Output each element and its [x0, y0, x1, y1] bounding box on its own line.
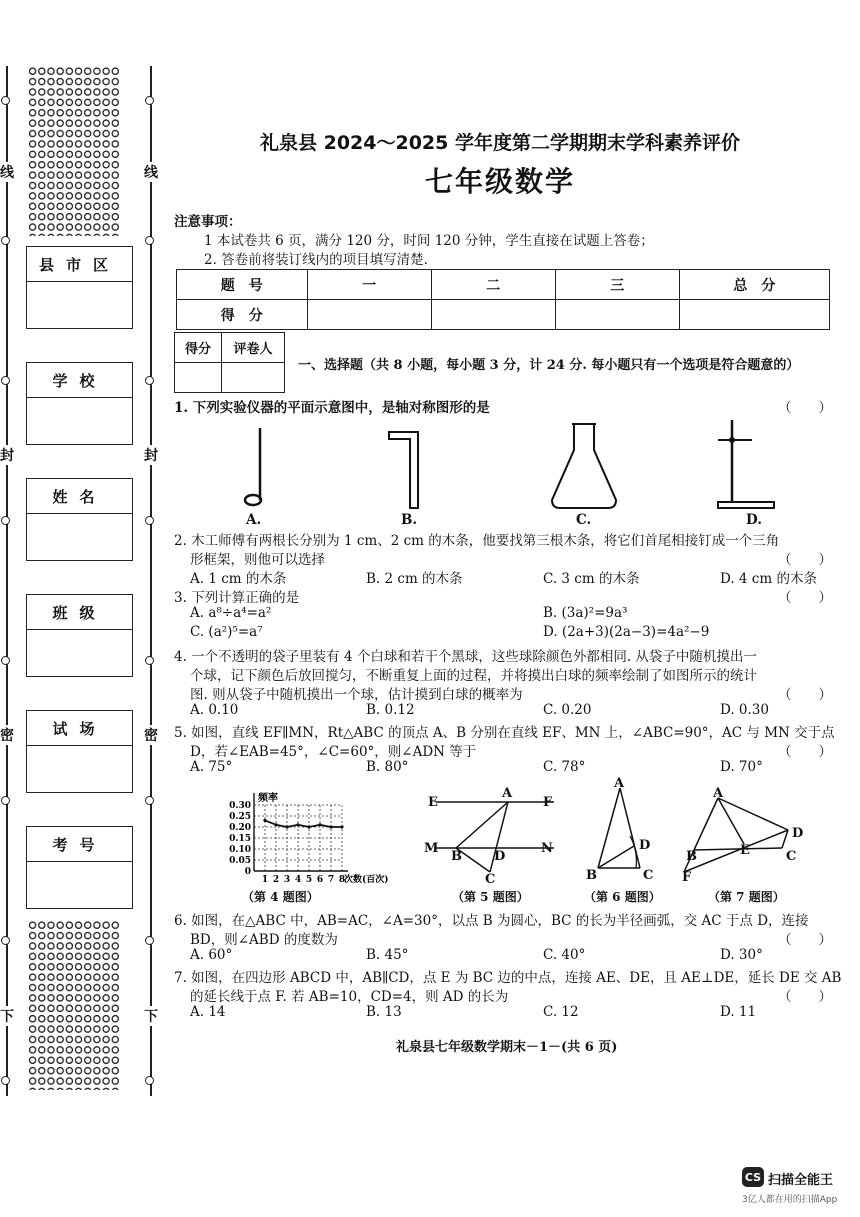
- fig4-data-point: [285, 825, 288, 828]
- fig4-y-tick-label: 0.30: [229, 801, 251, 811]
- q3-option-c: C. (a²)⁵=a⁷: [190, 624, 263, 640]
- q2-line-1: 2. 木工师傅有两根长分别为 1 cm、2 cm 的木条，他要找第三根木条，将它们首尾相接钉成一个三角: [174, 533, 780, 549]
- q7-option-a: A. 14: [190, 1004, 226, 1020]
- fig4-x-tick-label: 3: [283, 875, 291, 885]
- fig4-x-tick-label: 6: [316, 875, 324, 885]
- fig6-caption: （第 6 题图）: [584, 890, 661, 904]
- fig4-y-tick-label: 0: [244, 867, 251, 877]
- fig6-diagram: [590, 780, 670, 880]
- fig4-data-point: [263, 819, 266, 822]
- side-char-xia-right: 下: [144, 1006, 158, 1026]
- q7-answer-paren[interactable]: （ ）: [778, 989, 832, 1005]
- side-char-xian: 线: [0, 162, 14, 182]
- fig4-y-tick-label: 0.25: [229, 812, 251, 822]
- fig4-y-axis-label: 频率: [258, 793, 278, 804]
- q1-option-d: D.: [746, 512, 762, 528]
- q2-option-d: D. 4 cm 的木条: [720, 571, 817, 587]
- notice-item-1: 1 本试卷共 6 页，满分 120 分，时间 120 分钟，学生直接在试题上答卷；: [204, 233, 654, 249]
- q7-option-d: D. 11: [720, 1004, 757, 1020]
- scanner-brand: 扫描全能王: [768, 1173, 834, 1188]
- info-label: 县市区: [27, 247, 132, 282]
- fig4-y-tick-label: 0.05: [229, 856, 251, 866]
- fig7-label-f: F: [682, 870, 692, 885]
- q4-option-d: D. 0.30: [720, 702, 769, 718]
- side-char-mi-right: 密: [144, 725, 158, 745]
- fig7-label-c: C: [786, 849, 797, 864]
- q3-stem: 3. 下列计算正确的是: [174, 590, 300, 606]
- fig5-label-c: C: [485, 872, 496, 887]
- fig5-label-m: M: [424, 841, 439, 856]
- q5-option-c: C. 78°: [543, 759, 586, 775]
- fig6-label-d: D: [639, 838, 651, 853]
- fig5-label-b: B: [451, 849, 462, 864]
- q3-option-b: B. (3a)²=9a³: [543, 605, 628, 621]
- q3-option-a: A. a⁸÷a⁴=a²: [190, 605, 272, 621]
- fig7-label-d: D: [792, 826, 804, 841]
- q6-option-d: D. 30°: [720, 947, 763, 963]
- q6-line-1: 6. 如图，在△ABC 中，AB=AC，∠A=30°，以点 B 为圆心，BC 的长为半径画弧，交 AC 于点 D，连接: [174, 913, 809, 929]
- q7-option-b: B. 13: [366, 1004, 402, 1020]
- q3-option-d: D. (2a+3)(2a−3)=4a²−9: [543, 624, 710, 640]
- score-cell: 得 分: [177, 300, 308, 330]
- score-cell: 二: [431, 270, 555, 300]
- q2-option-a: A. 1 cm 的木条: [190, 571, 287, 587]
- q1-option-b: B.: [401, 512, 418, 528]
- fig7-caption: （第 7 题图）: [708, 890, 785, 904]
- fig4-x-tick-label: 5: [305, 875, 313, 885]
- fig5-label-e: E: [428, 795, 438, 810]
- fig4-x-axis-label: 次数(百次): [344, 875, 389, 885]
- fig6-label-c: C: [643, 868, 654, 883]
- q5-line-1: 5. 如图，直线 EF∥MN，Rt△ABC 的顶点 A、B 分别在直线 EF、MN 上，∠ABC=90°，AC 与 MN 交于点: [174, 725, 835, 741]
- exam-title: 礼泉县 2024～2025 学年度第二学期期末学科素养评价: [260, 132, 740, 154]
- side-char-feng: 封: [0, 445, 14, 465]
- score-cell: 三: [555, 270, 679, 300]
- info-label: 学校: [27, 363, 132, 398]
- notice-heading: 注意事项：: [174, 214, 242, 230]
- q2-line-2: 形框架，则他可以选择: [190, 552, 325, 568]
- fig4-y-tick-label: 0.15: [229, 834, 251, 844]
- fig6-label-a: A: [614, 776, 625, 791]
- section-1-heading: 一、选择题（共 8 小题，每小题 3 分，计 24 分. 每小题只有一个选项是符合题意的）: [298, 358, 800, 373]
- notice-item-2: 2. 答卷前将装订线内的项目填写清楚.: [204, 252, 428, 268]
- fig4-y-tick-label: 0.20: [229, 823, 251, 833]
- q2-answer-paren[interactable]: （ ）: [778, 552, 832, 568]
- fig4-y-tick-label: 0.10: [229, 845, 251, 855]
- fig7-diagram: [680, 784, 800, 884]
- fig4-x-tick-label: 7: [327, 875, 335, 885]
- side-char-mi: 密: [0, 725, 14, 745]
- q4-answer-paren[interactable]: （ ）: [778, 687, 832, 703]
- fig4-x-tick-label: 2: [272, 875, 280, 885]
- q4-option-b: B. 0.12: [366, 702, 415, 718]
- info-label: 班级: [27, 595, 132, 630]
- q1-option-c: C.: [576, 512, 592, 528]
- fig5-label-a: A: [502, 786, 513, 801]
- q7-option-c: C. 12: [543, 1004, 579, 1020]
- q5-option-b: B. 80°: [366, 759, 409, 775]
- q6-line-2: BD，则∠ABD 的度数为: [190, 932, 338, 948]
- fig5-diagram: [424, 790, 584, 890]
- fig4-x-tick-label: 4: [294, 875, 302, 885]
- q1-answer-paren[interactable]: （ ）: [778, 400, 832, 416]
- fig7-label-e: E: [740, 843, 750, 858]
- q5-answer-paren[interactable]: （ ）: [778, 744, 832, 760]
- fig5-label-f: F: [543, 795, 553, 810]
- q1-option-a: A.: [246, 512, 262, 528]
- q1-stem: 1. 下列实验仪器的平面示意图中，是轴对称图形的是: [174, 400, 490, 416]
- q3-answer-paren[interactable]: （ ）: [778, 590, 832, 606]
- side-char-xia: 下: [0, 1006, 14, 1026]
- q5-option-a: A. 75°: [190, 759, 233, 775]
- fig6-label-b: B: [586, 868, 597, 883]
- q4-line-3: 图. 则从袋子中随机摸出一个球，估计摸到白球的概率为: [190, 687, 523, 703]
- fig4-data-point: [340, 825, 343, 828]
- side-char-xian-right: 线: [144, 162, 158, 182]
- score-cell: 题 号: [177, 270, 308, 300]
- side-char-feng-right: 封: [144, 445, 158, 465]
- q2-option-c: C. 3 cm 的木条: [543, 571, 640, 587]
- q7-line-1: 7. 如图，在四边形 ABCD 中，AB∥CD，点 E 为 BC 边的中点，连接 AE、DE，且 AE⊥DE，延长 DE 交 AB: [174, 970, 842, 986]
- grader-name-header: 评卷人: [222, 333, 285, 363]
- grader-score-header: 得分: [175, 333, 222, 363]
- fig7-label-a: A: [713, 786, 724, 801]
- q7-line-2: 的延长线于点 F. 若 AB=10，CD=4，则 AD 的长为: [190, 989, 509, 1005]
- info-label: 试场: [27, 711, 132, 746]
- fig5-label-n: N: [541, 841, 553, 856]
- scanner-logo-icon: CS: [742, 1167, 764, 1187]
- fig7-label-b: B: [686, 849, 697, 864]
- q6-answer-paren[interactable]: （ ）: [778, 932, 832, 948]
- score-cell: 一: [307, 270, 431, 300]
- q4-option-c: C. 0.20: [543, 702, 592, 718]
- fig4-data-point: [318, 823, 321, 826]
- scanner-tagline: 3亿人都在用的扫描App: [742, 1195, 838, 1205]
- q6-option-c: C. 40°: [543, 947, 586, 963]
- fig4-data-point: [307, 825, 310, 828]
- q5-option-d: D. 70°: [720, 759, 763, 775]
- fig4-caption: （第 4 题图）: [242, 890, 319, 904]
- fig4-data-point: [296, 823, 299, 826]
- fig4-data-point: [274, 823, 277, 826]
- fig5-label-d: D: [494, 849, 506, 864]
- info-label: 考号: [27, 827, 132, 862]
- fig5-caption: （第 5 题图）: [452, 890, 529, 904]
- fig4-x-tick-label: 1: [261, 875, 269, 885]
- q2-option-b: B. 2 cm 的木条: [366, 571, 463, 587]
- q4-option-a: A. 0.10: [190, 702, 239, 718]
- q5-line-2: D，若∠EAB=45°，∠C=60°，则∠ADN 等于: [190, 744, 477, 760]
- q6-option-b: B. 45°: [366, 947, 409, 963]
- q4-line-2: 个球，记下颜色后放回搅匀，不断重复上面的过程，并将摸出白球的频率绘制了如图所示的统计: [190, 668, 757, 684]
- fig4-data-point: [329, 825, 332, 828]
- score-cell: 总 分: [679, 270, 829, 300]
- page-footer: 礼泉县七年级数学期末－1－(共 6 页): [396, 1040, 618, 1055]
- info-label: 姓名: [27, 479, 132, 514]
- exam-subtitle: 七年级数学: [424, 165, 575, 198]
- q6-option-a: A. 60°: [190, 947, 233, 963]
- fig4-x-tick-label: 8: [338, 875, 346, 885]
- q4-line-1: 4. 一个不透明的袋子里装有 4 个白球和若干个黑球，这些球除颜色外都相同. 从袋子中随机摸出一: [174, 649, 757, 665]
